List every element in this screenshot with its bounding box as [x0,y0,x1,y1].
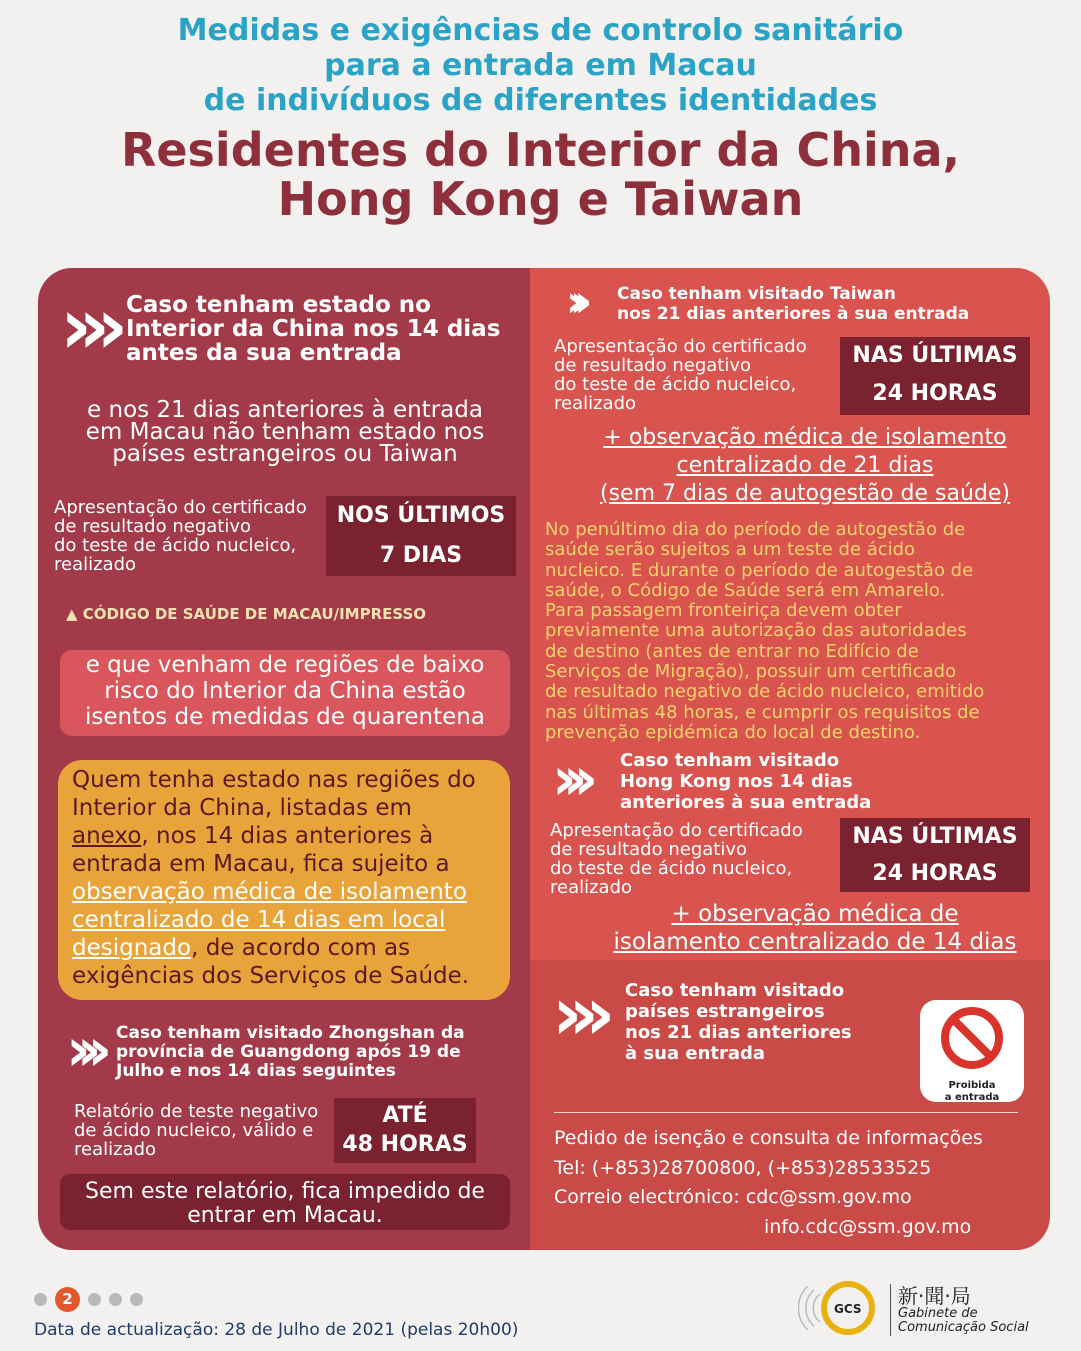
contact-heading: Pedido de isenção e consulta de informações [554,1127,983,1149]
contact-phone: Tel: (+853)28700800, (+853)28533525 [554,1156,932,1179]
divider [554,1112,1018,1113]
time-badge-48-hours: ATÉ 48 HORAS [334,1098,476,1163]
time-badge-7-days: NOS ÚLTIMOS 7 DIAS [326,496,516,576]
chevron-icon: ››› [60,282,115,372]
contact-email: Correio electrónico: cdc@ssm.gov.mo [554,1186,912,1208]
page-dot-current[interactable]: 2 [55,1287,80,1312]
mainland-condition: e nos 21 dias anteriores à entrada em Macau não tenham estado nos países estrangeiros ou Taiwan [85,397,485,467]
entry-ban-warning: Sem este relatório, fica impedido de entrar em Macau. [60,1174,510,1230]
self-management-notice: No penúltimo dia do período de autogestão de saúde serão sujeitos a um teste de ácido nucleico. E durante o período de autogestão de saúde, o Código de Saúde será em Amarelo. Para passagem fronteiriça devem obter previamente uma autorização das autoridades de destino (antes de entrar no Edifício de Serviços de Migração), possuir um certificado de resultado negativo de ácido nucleico, emitido nas últimas 48 horas, e cumprir os requisitos de prevenção epidémica do local de destino. [545,519,985,743]
taiwan-title: Caso tenham visitado Taiwan nos 21 dias anteriores à sua entrada [617,284,970,324]
header-line-2: para a entrada em Macau [324,48,757,83]
hong-kong-title: Caso tenham visitado Hong Kong nos 14 dias anteriores à sua entrada [620,750,872,813]
hong-kong-observation: + observação médica de isolamento centralizado de 14 dias [613,901,1017,955]
gcs-logo [798,1278,888,1338]
high-risk-notice: Quem tenha estado nas regiões do Interior da China, listadas em anexo, nos 14 dias anteriores à entrada em Macau, fica sujeito a observação médica de isolamento centralizado de 14 dias em local designado, de acordo com as exigências dos Serviços de Saúde. [58,760,510,1000]
logo-chinese-name: 新·聞·局 [898,1284,971,1308]
health-code-label: ▲ CÓDIGO DE SAÚDE DE MACAU/IMPRESSO [66,605,427,623]
page-title-line-1: Residentes do Interior da China, [120,123,961,177]
chevron-icon: ››› [552,744,585,814]
page-title-line-2: Hong Kong e Taiwan [277,172,804,226]
contact-email-2: info.cdc@ssm.gov.mo [764,1215,972,1238]
prohibited-label: a entrada [944,1092,1000,1103]
foreign-title: Caso tenham visitado países estrangeiros nos 21 dias anteriores à sua entrada [625,980,852,1064]
report-text: Relatório de teste negativo de ácido nucleico, válido e realizado [74,1101,319,1160]
page-dot[interactable] [34,1293,47,1306]
prohibited-entry-card [920,1000,1024,1102]
header-line-3: de indivíduos de diferentes identidades [203,83,878,118]
hong-kong-certificate-text: Apresentação do certificado de resultado negativo do teste de ácido nucleico, realizado [550,820,803,898]
chevron-icon: ››› [552,971,602,1057]
contact-info [554,1124,983,1242]
low-risk-exemption: e que venham de regiões de baixo risco do Interior da China estão isentos de medidas de quarentena [60,650,510,736]
logo-name: Gabinete de Comunicação Social [898,1306,1029,1335]
time-badge-24-hours-hong-kong: NAS ÚLTIMAS 24 HORAS [840,818,1030,892]
taiwan-observation: + observação médica de isolamento centralizado de 21 dias (sem 7 dias de autogestão de saúde) [600,425,1010,506]
no-entry-icon [920,1000,1024,1076]
chevron-icon: ››› [566,276,579,327]
taiwan-certificate-text: Apresentação do certificado de resultado negativo do teste de ácido nucleico, realizado [554,336,807,414]
mainland-title: Caso tenham estado no Interior da China nos 14 dias antes da sua entrada [126,292,501,366]
zhongshan-title: Caso tenham visitado Zhongshan da província de Guangdong após 19 de Julho e nos 14 dias seguintes [116,1023,465,1081]
time-badge-24-hours-taiwan: NAS ÚLTIMAS 24 HORAS [840,337,1030,415]
page-dot[interactable] [109,1293,122,1306]
logo-divider [890,1284,891,1336]
page-dot[interactable] [130,1293,143,1306]
gcs-mark: GCS [834,1302,862,1316]
prohibited-label: Proibida [948,1080,996,1091]
certificate-text: Apresentação do certificado de resultado negativo do teste de ácido nucleico, realizado [54,497,307,575]
chevron-icon: ››› [66,1015,99,1085]
header-line-1: Medidas e exigências de controlo sanitário [177,13,904,48]
update-date: Data de actualização: 28 de Julho de 2021 (pelas 20h00) [34,1320,519,1340]
page-dot[interactable] [88,1293,101,1306]
